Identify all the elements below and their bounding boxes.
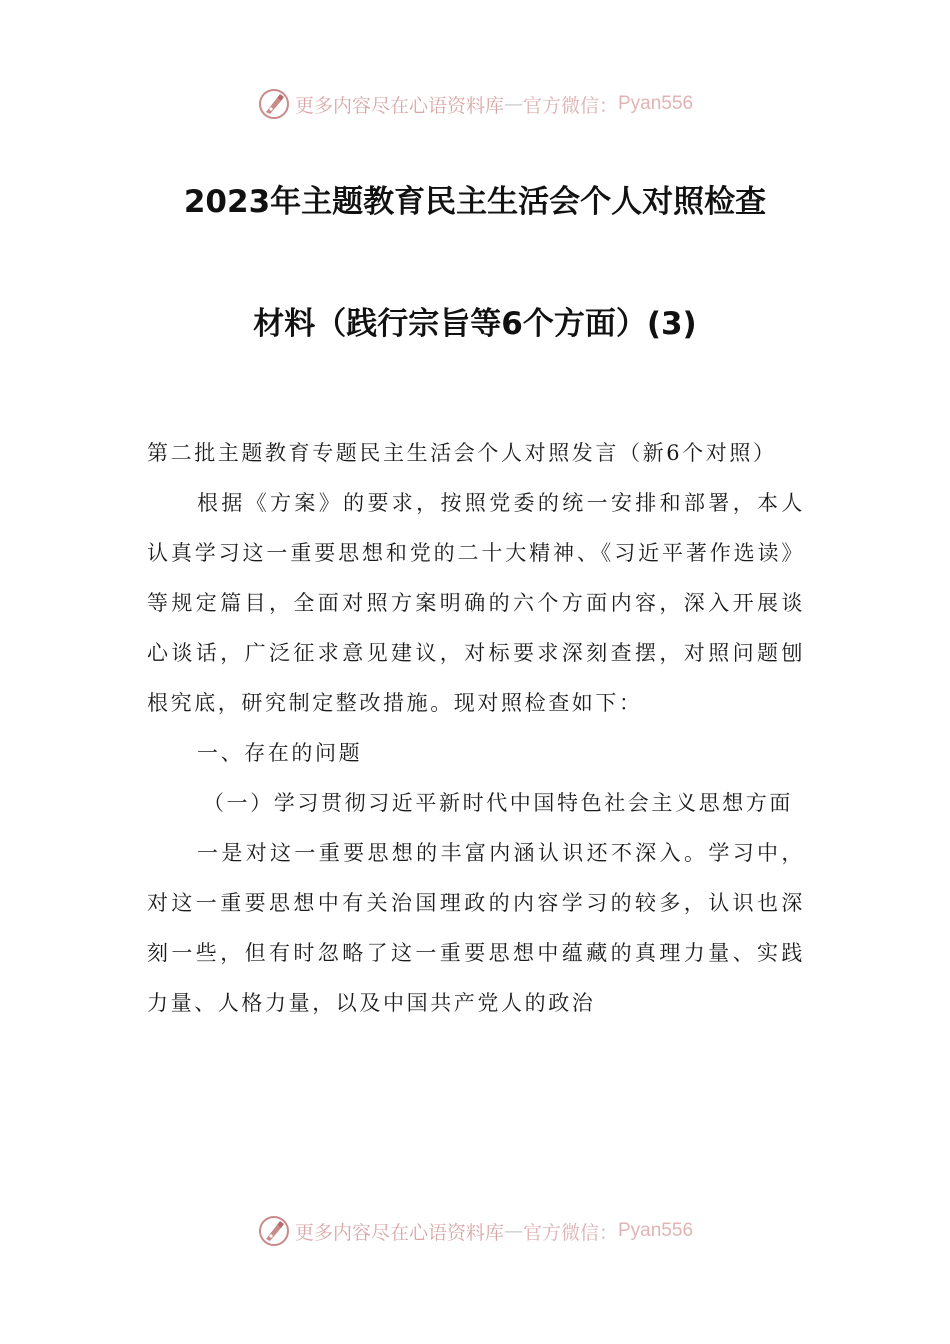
watermark-id: Pyan556: [618, 93, 694, 114]
watermark-id: Pyan556: [618, 1220, 694, 1241]
watermark-header: [0, 84, 950, 124]
watermark-tail: 官方微信：: [522, 1221, 618, 1244]
intro-paragraph: 根据《方案》的要求，按照党委的统一安排和部署，本人认真学习这一重要思想和党的二十大精神、《习近平著作选读》等规定篇目，全面对照方案明确的六个方面内容，深入开展谈心谈话，广泛征求意见建议，对标要求深刻查摆，对照问题刨根究底，研究制定整改措施。现对照检查如下：: [147, 491, 805, 715]
pen-nib-logo-icon: [257, 87, 291, 121]
section-heading: 一、存在的问题: [197, 741, 363, 765]
watermark-text: 更多内容尽在心语资料库: [294, 94, 504, 117]
watermark-separator: —: [503, 93, 523, 115]
document-body: [147, 428, 805, 1028]
watermark-text: 更多内容尽在心语资料库: [294, 1221, 504, 1244]
pen-nib-logo-icon: [257, 1214, 291, 1248]
subsection-heading: （一）学习贯彻习近平新时代中国特色社会主义思想方面: [203, 791, 793, 815]
document-title-line-2: 材料（践行宗旨等6个方面）(3): [253, 306, 697, 342]
document-title-line-1: 2023年主题教育民主生活会个人对照检查: [183, 184, 767, 220]
watermark-footer: [0, 1211, 950, 1251]
body-paragraph: 一是对这一重要思想的丰富内涵认识还不深入。学习中，对这一重要思想中有关治国理政的内容学习的较多，认识也深刻一些，但有时忽略了这一重要思想中蕴藏的真理力量、实践力量、人格力量，以及中国共产党人的政治: [147, 841, 805, 1015]
watermark-tail: 官方微信：: [522, 94, 618, 117]
watermark-separator: —: [503, 1220, 523, 1242]
document-subtitle: 第二批主题教育专题民主生活会个人对照发言（新6个对照）: [147, 441, 777, 465]
